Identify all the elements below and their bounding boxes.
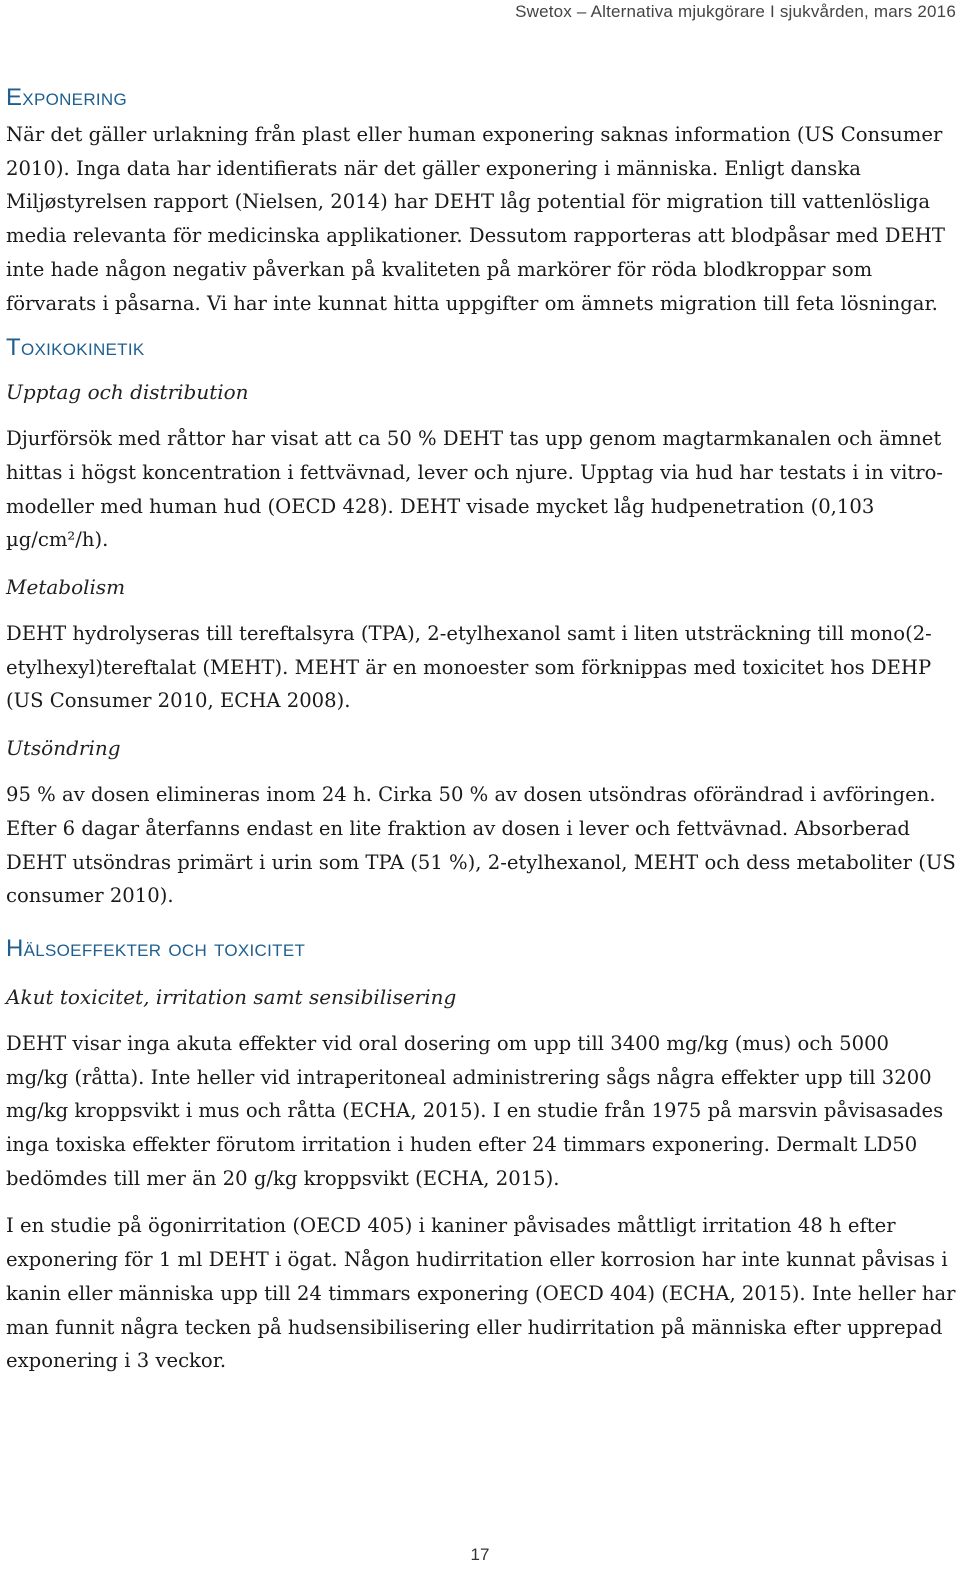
page-number: 17 [470,1545,490,1564]
paragraph-utsondring: 95 % av dosen elimineras inom 24 h. Cirka 50 % av dosen utsöndras oförändrad i avföringen. Efter 6 dagar återfanns endast en lite fraktion av dosen i lever och fettvävnad. Absorberad DEHT utsöndras primärt i urin som TPA (51 %), 2-etylhexanol, MEHT och dess metaboliter (US consumer 2010). [6,783,956,908]
paragraph-exponering: När det gäller urlakning från plast eller human exponering saknas information (US Consumer 2010). Inga data har identifierats när det gäller exponering i människa. Enligt danska Miljøstyrelsen rapport (Nielsen, 2014) har DEHT låg potential för migration till vattenlösliga media relevanta för medicinska applikationer. Dessutom rapporteras att blodpåsar med DEHT inte hade någon negativ påverkan på kvaliteten på markörer för röda blodkroppar som förvarats i påsarna. Vi har inte kunnat hitta uppgifter om ämnets migration till feta lösningar. [6,123,945,315]
subheading-akut-toxicitet: Akut toxicitet, irritation samt sensibilisering [6,984,457,1009]
paragraph-metabolism: DEHT hydrolyseras till tereftalsyra (TPA), 2-etylhexanol samt i liten utsträckning till mono(2-etylhexyl)tereftalat (MEHT). MEHT är en monoester som förknippas med toxicitet hos DEHP (US Consumer 2010, ECHA 2008). [6,622,932,713]
subheading-upptag: Upptag och distribution [6,380,249,405]
section-title-toxikokinetik: Toxikokinetik [6,334,145,362]
section-title-halsoeffekter: Hälsoeffekter och toxicitet [6,934,306,962]
subheading-utsondring: Utsöndring [6,736,121,761]
running-header: Swetox – Alternativa mjukgörare I sjukvården, mars 2016 [515,2,956,21]
paragraph-akut-toxicitet-2: I en studie på ögonirritation (OECD 405) i kaniner påvisades måttligt irritation 48 h efter exponering för 1 ml DEHT i ögat. Någon hudirritation eller korrosion har inte kunnat påvisas i kanin eller människa upp till 24 timmars exponering (OECD 404) (ECHA, 2015). Inte heller har man funnit några tecken på hudsensibilisering eller hudirritation på människa efter upprepad exponering i 3 veckor. [6,1214,956,1373]
paragraph-akut-toxicitet-1: DEHT visar inga akuta effekter vid oral dosering om upp till 3400 mg/kg (mus) och 5000 mg/kg (råtta). Inte heller vid intraperitoneal administrering sågs några effekter upp till 3200 mg/kg kroppsvikt i mus och råtta (ECHA, 2015). I en studie från 1975 på marsvin påvisasades inga toxiska effekter förutom irritation i huden efter 24 timmars exponering. Dermalt LD50 bedömdes till mer än 20 g/kg kroppsvikt (ECHA, 2015). [6,1031,944,1190]
section-title-exponering: Exponering [6,84,128,111]
subheading-metabolism: Metabolism [6,575,126,600]
paragraph-upptag: Djurförsök med råttor har visat att ca 50 % DEHT tas upp genom magtarmkanalen och ämnet hittas i högst koncentration i fettvävnad, lever och njure. Upptag via hud har testats i in vitro-modeller med human hud (OECD 428). DEHT visade mycket låg hudpenetration (0,103 µg/cm²/h). [6,427,943,552]
page-content [6,78,956,1378]
